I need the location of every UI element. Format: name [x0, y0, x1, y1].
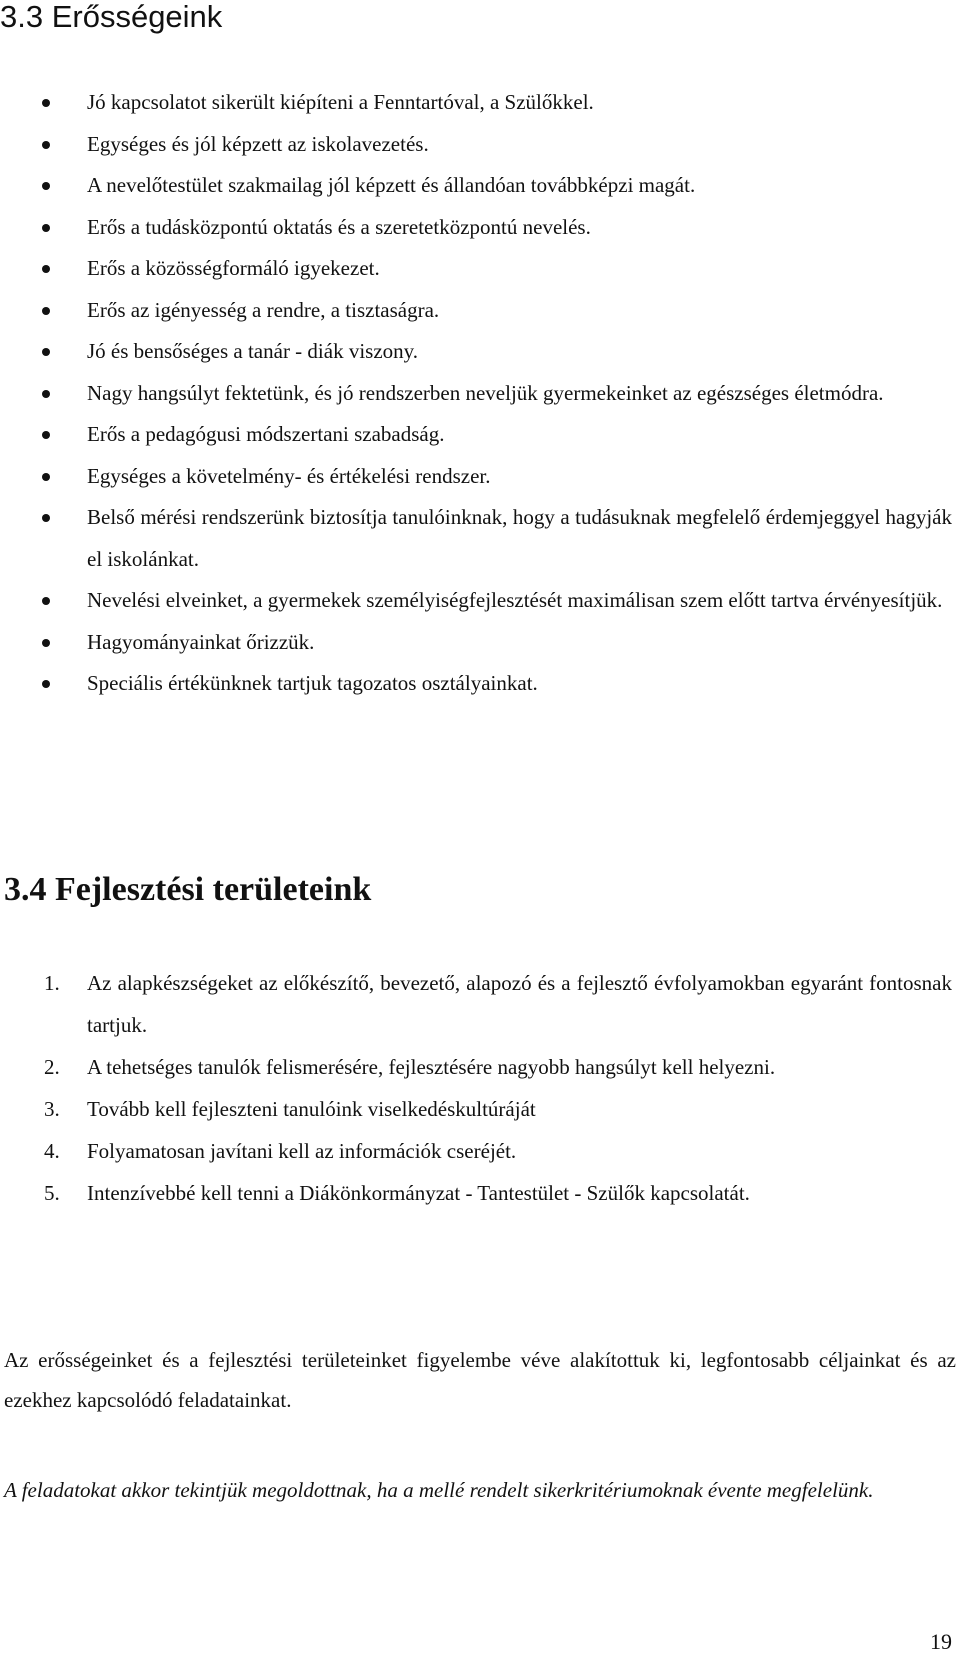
- list-item: [0, 207, 960, 249]
- list-item-text: Belső mérési rendszerünk biztosítja tanulóinknak, hogy a tudásuknak megfelelő érdemjeggyel hagyják el iskolánkat.: [87, 505, 952, 571]
- list-item: [0, 331, 960, 373]
- list-item-text: Erős a tudásközpontú oktatás és a szeretetközpontú nevelés.: [87, 214, 591, 239]
- list-item: [0, 165, 960, 207]
- list-item: [0, 414, 960, 456]
- list-item: [0, 1172, 960, 1214]
- list-item-text: Egységes a követelmény- és értékelési rendszer.: [87, 463, 491, 488]
- section-title-development: 3.4 Fejlesztési területeink: [4, 871, 372, 908]
- list-item-text: Erős a közösségformáló igyekezet.: [87, 256, 380, 280]
- list-item-text: Nagy hangsúlyt fektetünk, és jó rendszerben neveljük gyermekeinket az egészséges életmódra.: [87, 380, 884, 405]
- bullet-icon: [42, 307, 50, 315]
- list-item-text: Egységes és jól képzett az iskolavezetés.: [87, 131, 429, 156]
- list-item: [0, 248, 960, 290]
- list-item: [0, 1046, 960, 1088]
- bullet-icon: [42, 348, 50, 356]
- list-item-text: Intenzívebbé kell tenni a Diákönkormányzat - Tantestület - Szülők kapcsolatát.: [87, 1181, 750, 1205]
- list-item-text: Speciális értékünknek tartjuk tagozatos osztályainkat.: [87, 671, 538, 695]
- list-item-text: A nevelőtestület szakmailag jól képzett és állandóan továbbképzi magát.: [87, 173, 696, 197]
- bullet-icon: [42, 639, 50, 647]
- list-item-text: A tehetséges tanulók felismerésére, fejlesztésére nagyobb hangsúlyt kell helyezni.: [87, 1055, 776, 1079]
- list-item-number: 3.: [44, 1097, 60, 1121]
- bullet-icon: [42, 514, 50, 522]
- list-item: [0, 622, 960, 664]
- list-item-text: Erős a pedagógusi módszertani szabadság.: [87, 422, 445, 446]
- bullet-icon: [42, 597, 50, 605]
- list-item-number: 2.: [44, 1055, 60, 1079]
- summary-paragraph: Az erősségeinket és a fejlesztési területeinket figyelembe véve alakítottuk ki, legfontosabb céljainkat és az ezekhez kapcsolódó feladatainkat.: [4, 1348, 956, 1412]
- list-item: [0, 124, 960, 166]
- list-item-text: Tovább kell fejleszteni tanulóink viselkedéskultúráját: [87, 1097, 536, 1121]
- list-item: [0, 580, 960, 622]
- strengths-list: [0, 82, 960, 705]
- list-item-text: Erős az igényesség a rendre, a tisztaságra.: [87, 297, 440, 322]
- bullet-icon: [42, 141, 50, 149]
- list-item-text: Jó kapcsolatot sikerült kiépíteni a Fenntartóval, a Szülőkkel.: [87, 90, 594, 114]
- list-item: [0, 962, 960, 1046]
- list-item-text: Folyamatosan javítani kell az információk cseréjét.: [87, 1139, 517, 1163]
- bullet-icon: [42, 473, 50, 481]
- list-item-number: 5.: [44, 1181, 60, 1205]
- list-item: [0, 82, 960, 124]
- bullet-icon: [42, 265, 50, 273]
- list-item-text: Jó és bensőséges a tanár - diák viszony.: [87, 339, 419, 363]
- bullet-icon: [42, 182, 50, 190]
- list-item: [0, 1130, 960, 1172]
- bullet-icon: [42, 431, 50, 439]
- list-item-number: 4.: [44, 1139, 60, 1163]
- list-item-text: Nevelési elveinket, a gyermekek személyiségfejlesztését maximálisan szem előtt tartva érvényesítjük.: [87, 588, 943, 612]
- bullet-icon: [42, 224, 50, 232]
- development-list: [0, 962, 960, 1214]
- page-number: 19: [930, 1629, 952, 1654]
- list-item: [0, 373, 960, 415]
- success-criteria-paragraph: A feladatokat akkor tekintjük megoldottnak, ha a mellé rendelt sikerkritériumoknak évente megfelelünk.: [4, 1478, 874, 1502]
- bullet-icon: [42, 390, 50, 398]
- list-item: [0, 1088, 960, 1130]
- section-title-strengths: 3.3 Erősségeink: [0, 0, 223, 34]
- list-item: [0, 663, 960, 705]
- list-item-text: Az alapkészségeket az előkészítő, bevezető, alapozó és a fejlesztő évfolyamokban egyaránt fontosnak tartjuk.: [87, 971, 952, 1037]
- list-item: [0, 290, 960, 332]
- list-item: [0, 497, 960, 580]
- list-item-text: Hagyományainkat őrizzük.: [87, 629, 315, 654]
- list-item: [0, 456, 960, 498]
- bullet-icon: [42, 99, 50, 107]
- list-item-number: 1.: [44, 971, 60, 995]
- bullet-icon: [42, 680, 50, 688]
